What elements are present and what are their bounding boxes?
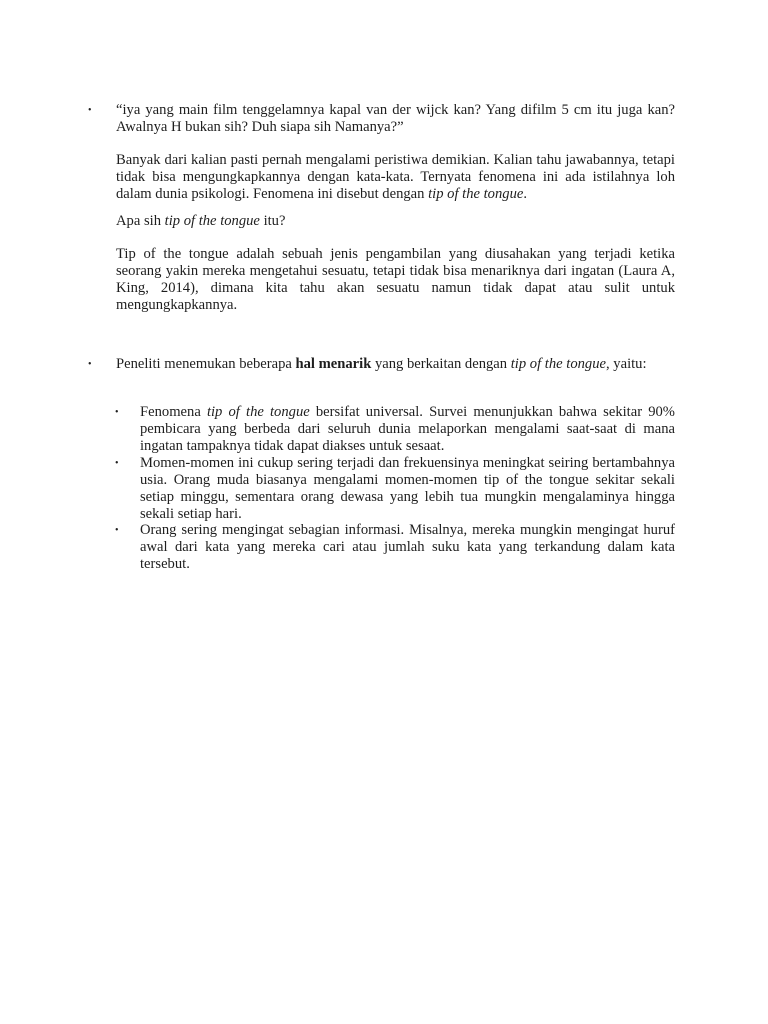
paragraph-definition (116, 246, 675, 314)
sub-bullet-icon: • (115, 407, 119, 418)
text-run: Banyak dari kalian pasti pernah mengalami peristiwa demikian. Kalian tahu jawabannya, tetapi tidak bisa mengungkapkannya dengan kata-kata. Ternyata fenomena ini ada istilahnya loh dalam dunia psikologi. Fenomena ini disebut dengan (116, 152, 675, 202)
sub-bullet-icon: • (115, 525, 119, 536)
bold-term: hal menarik (295, 356, 372, 372)
italic-term: tip of the tongue (206, 404, 310, 420)
italic-term: tip of the tongue (428, 186, 524, 202)
text-run: itu? (259, 213, 286, 229)
text-run: Fenomena (140, 404, 207, 420)
paragraph-intro (116, 152, 675, 203)
bullet-icon: • (88, 359, 92, 370)
text-run: yang berkaitan dengan (371, 356, 511, 372)
italic-term: tip of the tongue (510, 356, 606, 372)
bullet-section-2 (0, 356, 768, 586)
text-run: , yaitu: (606, 356, 647, 372)
text-run: Peneliti menemukan beberapa (116, 356, 296, 372)
sub-bullet-icon: • (115, 458, 119, 469)
sub-item-text (140, 522, 675, 573)
bullet-section-1 (0, 102, 768, 322)
sub-item-text (140, 455, 675, 523)
italic-term: tip of the tongue (164, 213, 260, 229)
quote-paragraph (116, 102, 675, 136)
text-run: Apa sih (116, 213, 165, 229)
sub-item-text (140, 404, 675, 455)
text-run: Momen-momen ini cukup sering terjadi dan frekuensinya meningkat seiring bertambahnya usia. Orang muda biasanya mengalami momen-momen tip of the tongue sekitar sekali setiap minggu, sementara orang dewasa yang lebih tua mungkin mengalaminya hingga sekali setiap hari. (140, 455, 675, 522)
text-run: bersifat universal. Survei menunjukkan bahwa sekitar 90% pembicara yang berbeda dari seluruh dunia melaporkan mengalami saat-saat di mana ingatan tampaknya tidak dapat diakses untuk sesaat. (140, 404, 675, 454)
paragraph-findings-intro (116, 356, 675, 373)
text-run: Orang sering mengingat sebagian informasi. Misalnya, mereka mungkin mengingat huruf awal dari kata yang mereka cari atau jumlah suku kata yang terkandung dalam kata tersebut. (140, 522, 675, 572)
text-run: Tip of the tongue adalah sebuah jenis pengambilan yang diusahakan yang terjadi ketika seorang yakin mereka mengetahui sesuatu, tetapi tidak bisa menariknya dari ingatan (Laura A, King, 2014), dimana kita tahu akan sesuatu namun tidak dapat atau sulit untuk mengungkapkannya. (116, 246, 675, 313)
text-run: . (523, 186, 528, 202)
bullet-icon: • (88, 105, 92, 116)
paragraph-question (116, 213, 675, 230)
quote-text: “iya yang main film tenggelamnya kapal van der wijck kan? Yang difilm 5 cm itu juga kan? Awalnya H bukan sih? Duh siapa sih Namanya?” (116, 102, 675, 135)
